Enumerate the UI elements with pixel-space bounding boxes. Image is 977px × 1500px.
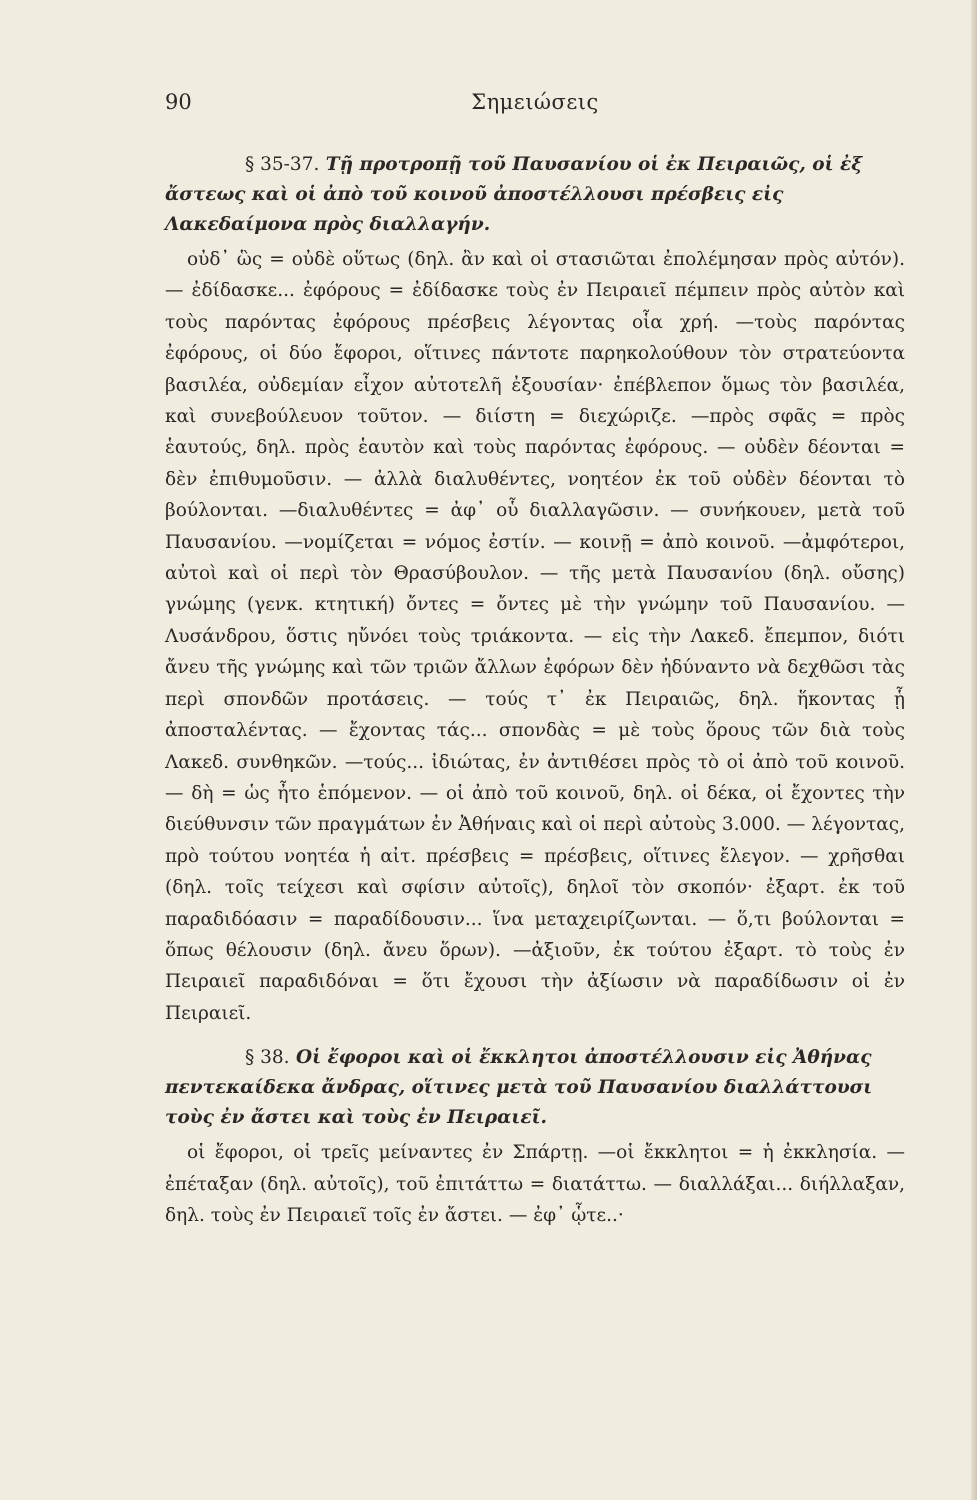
page-number: 90	[165, 90, 192, 114]
section-35-37	[165, 150, 905, 1029]
commentary-text: οἱ ἔφοροι, οἱ τρεῖς μείναντες ἐν Σπάρτῃ. —οἱ ἔκκλητοι = ἡ ἐκκλησία. —ἐπέταξαν (δηλ. αὐτοῖς), τοῦ ἐπιτάττω = διατάττω. — διαλλάξαι... διήλλαξαν, δηλ. τοὺς ἐν Πειραιεῖ τοῖς ἐν ἄστει. — ἐφ᾽ ᾧτε..·	[165, 1142, 905, 1226]
section-number: § 35-37.	[245, 154, 320, 175]
section-heading	[165, 150, 905, 240]
section-number: § 38.	[245, 1047, 290, 1069]
section-title: Τῇ προτροπῇ τοῦ Παυσανίου οἱ ἐκ Πειραιῶς, οἱ ἐξ ἄστεως καὶ οἱ ἀπὸ τοῦ κοινοῦ ἀποστέλλουσι πρέσβεις εἰς Λακεδαίμονα πρὸς διαλλαγήν.	[165, 154, 863, 235]
page-edge	[971, 0, 977, 1500]
page-header	[165, 90, 905, 130]
section-38	[165, 1043, 905, 1231]
section-heading	[165, 1043, 905, 1133]
section-title: Οἱ ἔφοροι καὶ οἱ ἔκκλητοι ἀποστέλλουσιν εἰς Ἀθήνας πεντεκαίδεκα ἄνδρας, οἵτινες μετὰ τοῦ Παυσανίου διαλλάττουσι τοὺς ἐν ἄστει καὶ τοὺς ἐν Πειραιεῖ.	[165, 1047, 873, 1129]
running-head: Σημειώσεις	[471, 90, 599, 114]
commentary-text: οὐδ᾽ ὣς = οὐδὲ οὕτως (δηλ. ἂν καὶ οἱ στασιῶται ἐπολέμησαν πρὸς αὐτόν). — ἐδίδασκε... ἐφόρους = ἐδίδασκε τοὺς ἐν Πειραιεῖ πέμπειν πρὸς αὐτὸν καὶ τοὺς παρόντας ἐφόρους πρέσβεις λέγοντας οἷα χρή. —τοὺς παρόντας ἐφόρους, οἱ δύο ἔφοροι, οἵτινες πάντοτε παρηκολούθουν τὸν στρατεύοντα βασιλέα, οὐδεμίαν εἶχον αὐτοτελῆ ἐξουσίαν· ἐπέβλεπον ὅμως τὸν βασιλέα, καὶ συνεβούλευον τοῦτον. — διίστη = διεχώριζε. —πρὸς σφᾶς = πρὸς ἑαυτούς, δηλ. πρὸς ἑαυτὸν καὶ τοὺς παρόντας ἐφόρους. — οὐδὲν δέονται = δὲν ἐπιθυμοῦσιν. — ἀλλὰ διαλυθέντες, νοητέον ἐκ τοῦ οὐδὲν δέονται τὸ βούλονται. —διαλυθέντες = ἀφ᾽ οὗ διαλλαγῶσιν. — συνήκουεν, μετὰ τοῦ Παυσανίου. —νομίζεται = νόμος ἐστίν. — κοινῇ = ἀπὸ κοινοῦ. —ἀμφότεροι, αὐτοὶ καὶ οἱ περὶ τὸν Θρασύβουλον. — τῆς μετὰ Παυσανίου (δηλ. οὔσης) γνώμης (γενκ. κτητική) ὄντες = ὄντες μὲ τὴν γνώμην τοῦ Παυσανίου. — Λυσάνδρου, ὅστις ηὔνόει τοὺς τριάκοντα. — εἰς τὴν Λακεδ. ἔπεμπον, διότι ἄνευ τῆς γνώμης καὶ τῶν τριῶν ἄλλων ἐφόρων δὲν ἠδύναντο νὰ δεχθῶσι τὰς περὶ σπονδῶν προτάσεις. — τούς τ᾽ ἐκ Πειραιῶς, δηλ. ἥκοντας ᾗ ἀποσταλέντας. — ἔχοντας τάς... σπονδὰς = μὲ τοὺς ὅρους τῶν διὰ τοὺς Λακεδ. συνθηκῶν. —τούς... ἰδιώτας, ἐν ἀντιθέσει πρὸς τὸ οἱ ἀπὸ τοῦ κοινοῦ. — δὴ = ὡς ἦτο ἑπόμενον. — οἱ ἀπὸ τοῦ κοινοῦ, δηλ. οἱ δέκα, οἱ ἔχοντες τὴν διεύθυνσιν τῶν πραγμάτων ἐν Ἀθήναις καὶ οἱ περὶ αὐτοὺς 3.000. — λέγοντας, πρὸ τούτου νοητέα ἡ αἰτ. πρέσβεις = πρέσβεις, οἵτινες ἔλεγον. — χρῆσθαι (δηλ. τοῖς τείχεσι καὶ σφίσιν αὐτοῖς), δηλοῖ τὸν σκοπόν· ἐξαρτ. ἐκ τοῦ παραδιδόασιν = παραδίδουσιν... ἵνα μεταχειρίζωνται. — ὅ,τι βούλονται = ὅπως θέλουσιν (δηλ. ἄνευ ὅρων). —ἀξιοῦν, ἐκ τούτου ἐξαρτ. τὸ τοὺς ἐν Πειραιεῖ παραδιδόναι = ὅτι ἔχουσι τὴν ἀξίωσιν νὰ παραδίδωσιν οἱ ἐν Πειραιεῖ.	[165, 249, 905, 1024]
page-content	[165, 150, 905, 1231]
